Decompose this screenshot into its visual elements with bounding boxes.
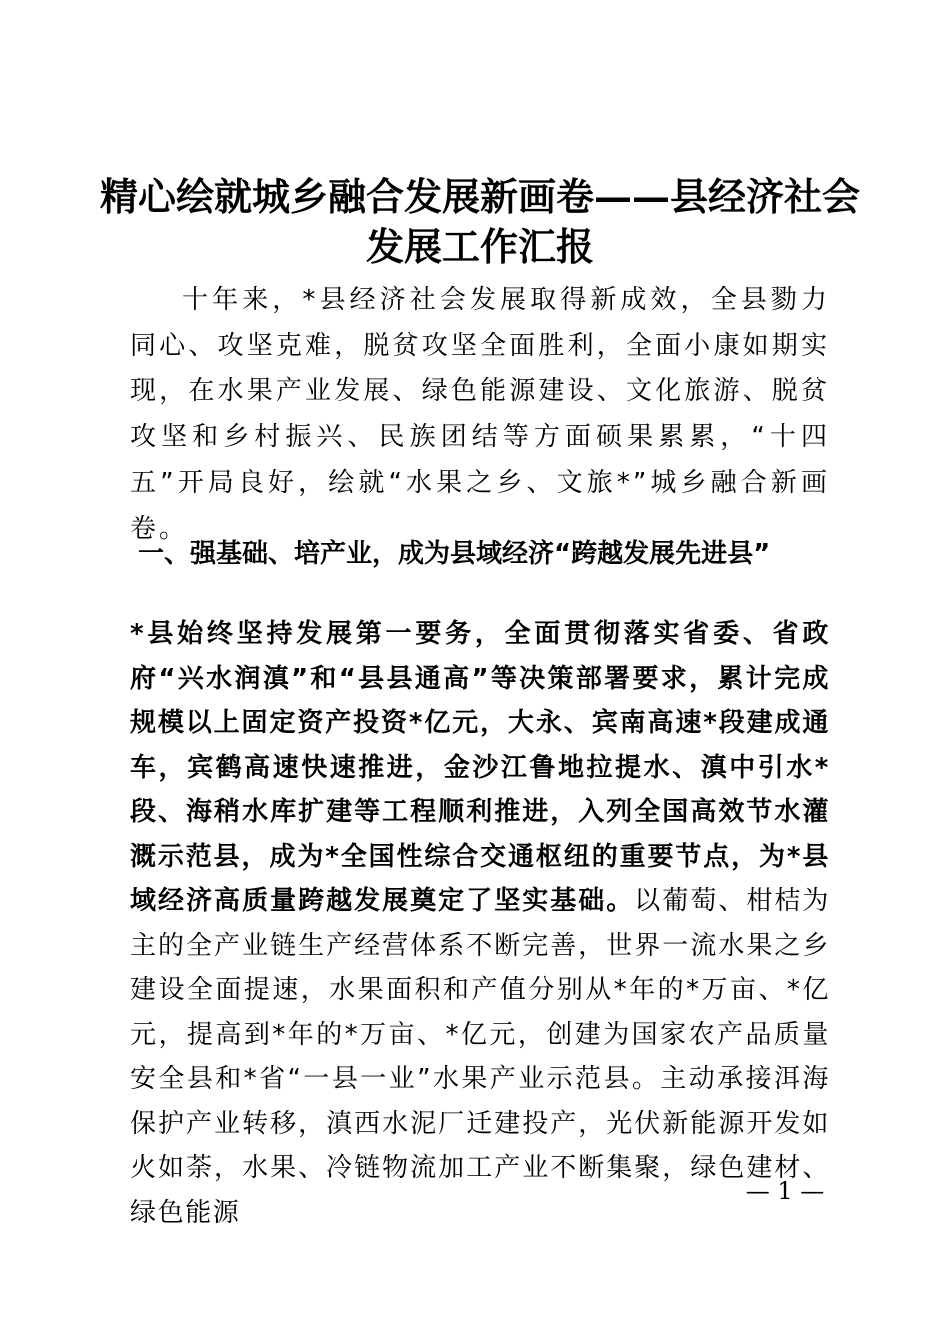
document-title: 精心绘就城乡融合发展新画卷——县经济社会发展工作汇报	[100, 174, 861, 269]
section-heading: 一、强基础、培产业，成为县域经济“跨越发展先进县”	[138, 539, 771, 569]
section-paragraph	[130, 612, 830, 1235]
section-paragraph-regular-text: 以葡萄、柑桔为主的全产业链生产经营体系不断完善，世界一流水果之乡建设全面提速，水果面积和产值分别从*年的*万亩、*亿元，提高到*年的*万亩、*亿元，创建为国家农产品质量安全县和*省“一县一业”水果产业示范县。主动承接洱海保护产业转移，滇西水泥厂迁建投产，光伏新能源开发如火如荼，水果、冷链物流加工产业不断集聚，绿色建材、绿色能源	[130, 886, 830, 1228]
page-number: — 1 —	[745, 1177, 825, 1205]
section-paragraph-bold-text: *县始终坚持发展第一要务，全面贯彻落实省委、省政府“兴水润滇”和“县县通高”等决策部署要求，累计完成规模以上固定资产投资*亿元，大永、宾南高速*段建成通车，宾鹤高速快速推进，金沙江鲁地拉提水、滇中引水*段、海稍水库扩建等工程顺利推进，入列全国高效节水灌溉示范县，成为*全国性综合交通枢纽的重要节点，为*县域经济高质量跨越发展奠定了坚实基础。	[130, 619, 830, 916]
intro-paragraph: 十年来，*县经济社会发展取得新成效，全县勠力同心、攻坚克难，脱贫攻坚全面胜利，全面小康如期实现，在水果产业发展、绿色能源建设、文化旅游、脱贫攻坚和乡村振兴、民族团结等方面硕果累累，“十四五”开局良好，绘就“水果之乡、文旅*”城乡融合新画卷。	[130, 285, 830, 544]
